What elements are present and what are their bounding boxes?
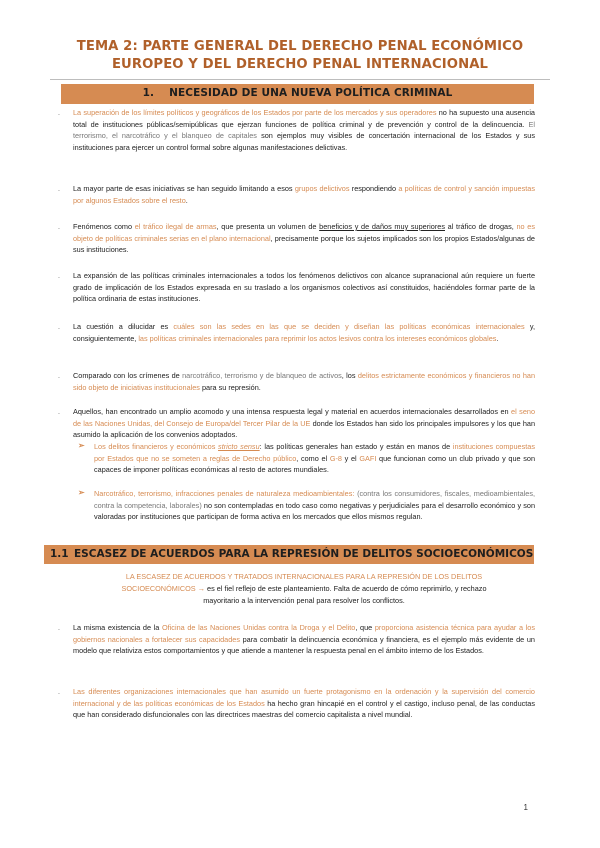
- sub2-note: (contra los consumidores, fiscales, medioambientales, contra la competencia, laborales): [94, 489, 535, 510]
- p6-highlight: delitos estrictamente económicos y financieros no han sido objeto de iniciativas institucionales: [73, 371, 536, 392]
- page-title: [0, 38, 600, 74]
- paragraph-7: [73, 406, 535, 441]
- paragraph-9: [73, 686, 535, 721]
- p3-highlight: el tráfico ilegal de armas: [134, 222, 217, 231]
- p1-highlight: La superación de los límites políticos y geográficos de los Estados por parte de los mercados y sus operadores: [73, 108, 437, 117]
- section-1-1-number: 1.1: [50, 548, 69, 560]
- sub1-text-2: , como el: [296, 453, 330, 463]
- p7-text-2: donde los Estados han sido los principales impulsores y los que han asumido la aplicación de los convenios adoptados.: [73, 418, 535, 440]
- paragraph-3: [73, 221, 535, 256]
- p3-text: Fenómenos como: [73, 222, 135, 231]
- title-divider: [50, 79, 550, 80]
- p3-text-4: , precisamente porque los sujetos implicados son los propios Estados/algunas de sus instituciones.: [73, 233, 535, 255]
- sub1-text-4: que funcionan como un club privado y que son capaces de imponer políticas económicas al resto de actores mundiales.: [94, 453, 536, 475]
- title-line-2: EUROPEO Y DEL DERECHO PENAL INTERNACIONAL: [111, 57, 489, 72]
- sub1-text-3: y el: [342, 453, 360, 463]
- sub1-gafi: GAFI: [359, 453, 377, 463]
- paragraph-1: [73, 107, 535, 153]
- p5-highlight-2: las políticas criminales internacionales para reprimir los actos lesivos contra los intereses económicos globales: [138, 333, 497, 343]
- p8-highlight: proporciona asistencia técnica para ayudar a los gobiernos nacionales a fortalecer sus capacidades: [73, 623, 535, 644]
- p5-highlight: cuáles son las sedes en las que se deciden y diseñan las políticas económicas internacionales: [173, 322, 525, 331]
- sub1-highlight-2: instituciones compuestas por Estados que no se someten a reglas de Derecho público: [94, 442, 535, 463]
- section-1-title: NECESIDAD DE UNA NUEVA POLÍTICA CRIMINAL: [169, 87, 453, 99]
- p5-text-2: y, consiguientemente,: [73, 322, 535, 343]
- arrow-bullet-icon: ➢: [78, 441, 85, 450]
- sub-point-1: [94, 441, 535, 476]
- p3-highlight-2: no es objeto de políticas criminales serias en el plano internacional: [73, 222, 535, 243]
- p3-text-3: al tráfico de drogas,: [444, 222, 517, 231]
- highlight-text-3: es el fiel reflejo de este planteamiento. Falta de acuerdo de cómo reprimirlo, y rechazo: [207, 584, 487, 593]
- section-1-number: 1.: [142, 87, 155, 99]
- sub1-latin: stricto sensu: [218, 442, 260, 451]
- p9-highlight: Las diferentes organizaciones internacionales que han asumido un fuerte protagonismo en la ordenación y la supervisión del comercio internacional y de las políticas económicas de los Estados: [73, 687, 535, 708]
- p1-text: no ha supuesto una ausencia total de instituciones públicas/semipúblicas que ejerzan funciones de política criminal y de prevención y control de la delincuencia.: [73, 108, 535, 129]
- highlight-text-4: mayoritario a la intervención penal para resolver los conflictos.: [203, 596, 405, 605]
- highlight-line-3: [73, 595, 535, 607]
- bullet-dot: .: [58, 110, 60, 117]
- p4-text: La expansión de las políticas criminales internacionales a todos los fenómenos delictivos con alcance supranacional aún requiere un fuerte grado de implicación de los Estados expresada en su traslado a los organismos colectivos así constituidos, haciéndoles formar parte de la política ordinaria de estas instituciones.: [73, 271, 535, 304]
- p5-end: .: [496, 333, 499, 343]
- bullet-dot: .: [58, 373, 60, 380]
- p8-text-3: para combatir la delincuencia económica y financiera, es el ejemplo más evidente de un modelo que relativiza estos comportamientos y que atiende a mantener la respuesta penal en el ámbito interno de los Estados.: [73, 634, 535, 656]
- p1-examples: El terrorismo, el narcotráfico y el blanqueo de capitales: [73, 119, 535, 141]
- paragraph-6: [73, 370, 535, 393]
- bullet-dot: .: [58, 689, 60, 696]
- p2-highlight: grupos delictivos: [294, 184, 350, 193]
- p6-crimes: narcotráfico, terrorismo y de blanqueo de activos: [182, 371, 342, 380]
- bullet-dot: .: [58, 625, 60, 632]
- sub2-text: no son contempladas en todo caso como negativas y perjudiciales para el desarrollo económico y son valoradas por instituciones que participan de forma activa en los mercados que ellos mismos regulan.: [94, 500, 536, 522]
- p6-text-2: , los: [341, 371, 358, 380]
- paragraph-5: [73, 321, 535, 344]
- p9-text: ha hecho gran hincapié en el control y el castigo, incluso penal, de las conductas que han considerado disfuncionales con las directrices maestras del comercio capitalista a nivel mundial.: [73, 698, 536, 720]
- p2-end: .: [185, 195, 188, 205]
- p2-text: La mayor parte de esas iniciativas se han seguido limitando a esos: [73, 184, 295, 193]
- sub1-highlight: Los delitos financieros y económicos: [94, 442, 219, 451]
- right-arrow-icon: →: [195, 584, 208, 593]
- bullet-dot: .: [58, 324, 60, 331]
- p3-underline: beneficios y de daños muy superiores: [319, 222, 445, 231]
- highlight-text-1: LA ESCASEZ DE ACUERDOS Y TRATADOS INTERNACIONALES PARA LA REPRESIÓN DE LOS DELITOS: [125, 572, 483, 581]
- sub-point-2: [94, 488, 535, 523]
- sub1-text: : las políticas generales han estado y están en manos de: [259, 442, 453, 451]
- bullet-dot: .: [58, 224, 60, 231]
- title-line-1: TEMA 2: PARTE GENERAL DEL DERECHO PENAL ECONÓMICO: [76, 39, 524, 54]
- p3-text-2: , que presenta un volumen de: [216, 222, 320, 231]
- p1-text-end: son ejemplos muy visibles de concertación internacional de los Estados y sus instituciones para ejercer un control formal sobre algunas manifestaciones delictivas.: [73, 131, 535, 152]
- p6-end: para su represión.: [199, 382, 261, 392]
- paragraph-8: [73, 622, 535, 657]
- bullet-dot: .: [58, 409, 60, 416]
- p8-office: Oficina de las Naciones Unidas contra la Droga y el Delito: [161, 623, 356, 632]
- sub2-highlight: Narcotráfico, terrorismo, infracciones penales de naturaleza medioambientales:: [94, 489, 358, 498]
- page-number: 1: [523, 803, 528, 812]
- bullet-dot: .: [58, 273, 60, 280]
- highlight-line-2: [73, 583, 535, 595]
- section-1-heading: [61, 87, 534, 99]
- section-1-1-banner: [44, 545, 534, 564]
- section-1-banner: [61, 84, 534, 104]
- paragraph-2: [73, 183, 535, 206]
- p5-text: La cuestión a dilucidar es: [73, 322, 174, 331]
- arrow-bullet-icon: ➢: [78, 488, 85, 497]
- highlight-text-2: SOCIOECONÓMICOS: [121, 584, 196, 593]
- p8-text-2: , que: [355, 623, 375, 632]
- p2-highlight-2: a políticas de control y sanción impuestas por algunos Estados sobre el resto: [73, 184, 535, 205]
- p7-highlight: el seno de las Naciones Unidas, del Consejo de Europa/del Tercer Pilar de la UE: [73, 407, 536, 428]
- p6-text: Comparado con los crímenes de: [73, 371, 183, 380]
- paragraph-4: [73, 270, 535, 305]
- sub1-g8: G-8: [329, 453, 342, 463]
- p7-text: Aquellos, han encontrado un amplio acomodo y una intensa respuesta legal y material en acuerdos internacionales desarrollados en: [73, 407, 512, 416]
- p8-text: La misma existencia de la: [73, 623, 162, 632]
- p2-text-2: respondiendo: [349, 184, 399, 193]
- section-1-1-title: ESCASEZ DE ACUERDOS PARA LA REPRESIÓN DE DELITOS SOCIOECONÓMICOS: [74, 548, 534, 560]
- highlight-line-1: [73, 571, 535, 583]
- bullet-dot: .: [58, 186, 60, 193]
